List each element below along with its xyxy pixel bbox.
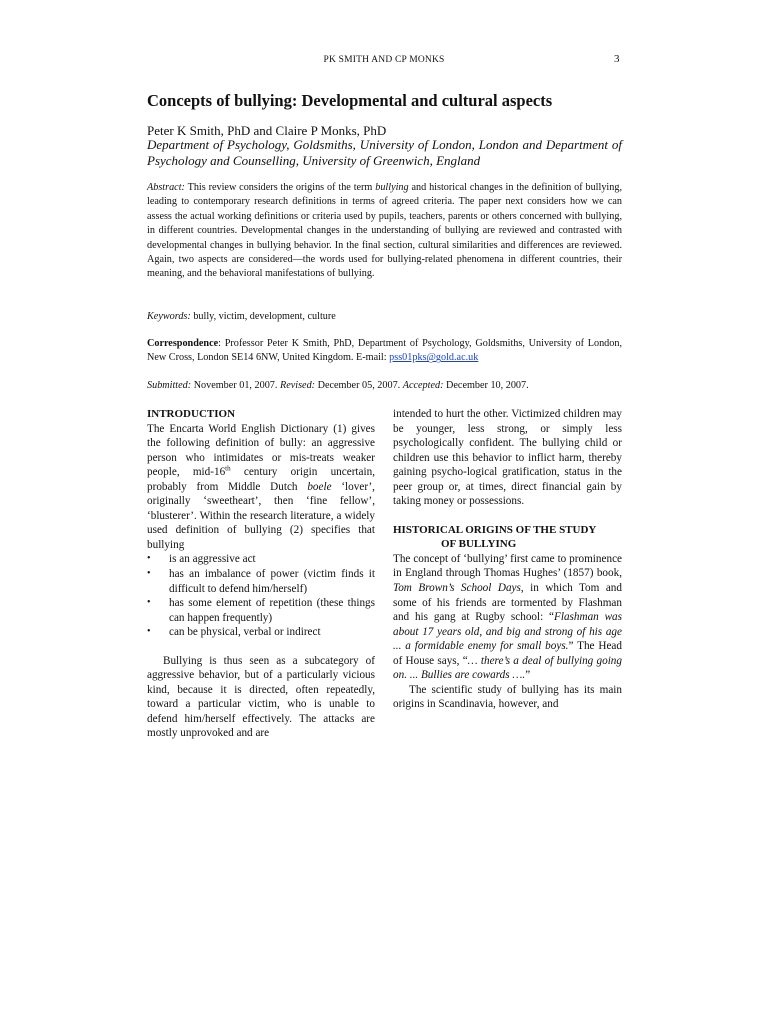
- flashman-quote: Flashman was about 17 years old, and big and strong of his age ... a formidable enemy for small boys.: [393, 611, 622, 653]
- bullet-item: [147, 552, 375, 567]
- paper-title: Concepts of bullying: Developmental and cultural aspects: [147, 91, 553, 110]
- correspondence-label: Correspondence: [147, 338, 219, 349]
- keywords-text: bully, victim, development, culture: [190, 311, 336, 322]
- history-heading-line1: HISTORICAL ORIGINS OF THE STUDY: [393, 523, 597, 536]
- keywords-label: Keywords:: [147, 311, 191, 322]
- bullet-dot: •: [147, 568, 151, 580]
- intro-p1-a: The Encarta World English Dictionary (1) gives the following definition of bully: an aggressive person who intimidates or mis-treats weaker people, mid-16: [147, 422, 375, 479]
- bullet-text: has some element of repetition (these things can happen frequently): [169, 597, 375, 624]
- abstract-term: bullying: [375, 182, 409, 193]
- history-p-d: ”: [525, 669, 531, 682]
- accepted-label: Accepted:: [402, 380, 444, 391]
- intro-paragraph-2: Bullying is thus seen as a subcategory of aggressive behavior, but of a particularly vicious kind, because it is directed, often repeatedly, toward a particular victim, who is unable to defend him/herself effectively. The attacks are mostly unprovoked and are: [147, 654, 375, 740]
- history-paragraph-2: The scientific study of bullying has its main origins in Scandinavia, however, and: [393, 683, 622, 711]
- history-p-a: The concept of ‘bullying’ first came to prominence in England through Thomas Hughes’ (1857) book,: [393, 552, 622, 580]
- email-link[interactable]: pss01pks@gold.ac.uk: [389, 352, 479, 364]
- abstract-text-2: and historical changes in the definition of bullying, leading to contemporary research definitions in terms of agreed criteria. The paper next considers how we can assess the actual working definitions or criteria used by pupils, teachers, parents or others concerned with bullying, in different countries. Developmental changes in the understanding of bullying are reviewed and contrasted with developmental changes in bullying behavior. In the final section, cultural similarities and differences are reviewed. Again, two aspects are considered—the words used for bullying-related phenomena in different countries, their meaning, and the behavioral manifestations of bullying.: [147, 182, 622, 280]
- intro-p1-boele: boele: [307, 480, 332, 493]
- abstract-text-1: This review considers the origins of the term: [184, 182, 376, 193]
- bullet-item: [147, 596, 375, 625]
- paragraph-gap: [147, 640, 375, 654]
- history-heading-line2: OF BULLYING: [441, 538, 517, 551]
- dates: [147, 380, 622, 391]
- paragraph-gap: [393, 509, 622, 523]
- history-heading: [393, 523, 622, 552]
- keywords: [147, 311, 622, 322]
- affiliation: Department of Psychology, Goldsmiths, University of London, London and Department of Psychology and Counselling, University of Greenwich, England: [147, 137, 622, 168]
- revised-label: Revised:: [279, 380, 316, 391]
- page-number: 3: [614, 53, 620, 65]
- right-column: [393, 407, 622, 712]
- right-paragraph-1: intended to hurt the other. Victimized children may be younger, less strong, or simply less psychologically confident. The bullying child or children use this behavior to inflict harm, thereby gaining psycho-logical gratification, status in the peer group or, at times, direct financial gain by taking money or possessions.: [393, 408, 622, 508]
- bullet-text: is an aggressive act: [169, 553, 256, 566]
- authors: Peter K Smith, PhD and Claire P Monks, PhD: [147, 123, 387, 138]
- history-p-b: , in which Tom and some of his friends are tormented by Flashman and his gang at Rugby school: “: [393, 582, 622, 624]
- bullet-item: [147, 625, 375, 640]
- book-title: Tom Brown’s School Days: [393, 582, 521, 595]
- intro-paragraph-1: [147, 422, 375, 553]
- history-p-c: ” The Head of House says, “: [393, 640, 622, 667]
- revised-date: December 05, 2007.: [315, 380, 403, 391]
- intro-p1-b: century origin uncertain, probably from Middle Dutch: [147, 466, 376, 493]
- head-of-house-quote: … there’s a deal of bullying going on. ... Bullies are cowards ….: [393, 654, 622, 682]
- bullet-text: has an imbalance of power (victim finds it difficult to defend him/herself): [169, 568, 375, 595]
- intro-p1-c: ‘lover’, originally ‘sweetheart’, then ‘fine fellow’, ‘blusterer’. Within the research literature, a widely used definition of bullying (2) specifies that bullying: [147, 480, 375, 551]
- intro-p1-sup: th: [225, 464, 231, 473]
- correspondence-text: : Professor Peter K Smith, PhD, Department of Psychology, Goldsmiths, University of London, New Cross, London SE14 6NW, United Kingdom. E-mail:: [147, 338, 622, 364]
- submitted-label: Submitted:: [147, 380, 192, 391]
- abstract: [147, 181, 622, 282]
- accepted-date: December 10, 2007.: [443, 380, 529, 391]
- bullet-item: [147, 567, 375, 596]
- running-head: PK SMITH AND CP MONKS: [323, 55, 445, 65]
- abstract-label: Abstract:: [147, 182, 185, 193]
- bullet-dot: •: [147, 597, 151, 609]
- bullet-text: can be physical, verbal or indirect: [169, 626, 321, 639]
- left-column: [147, 407, 375, 741]
- intro-heading: INTRODUCTION: [147, 408, 236, 420]
- history-paragraph-1: [393, 552, 622, 683]
- bullet-dot: •: [147, 553, 151, 565]
- bullet-dot: •: [147, 626, 151, 638]
- submitted-date: November 01, 2007.: [191, 380, 280, 391]
- correspondence: [147, 337, 622, 366]
- definition-bullets: [147, 552, 375, 639]
